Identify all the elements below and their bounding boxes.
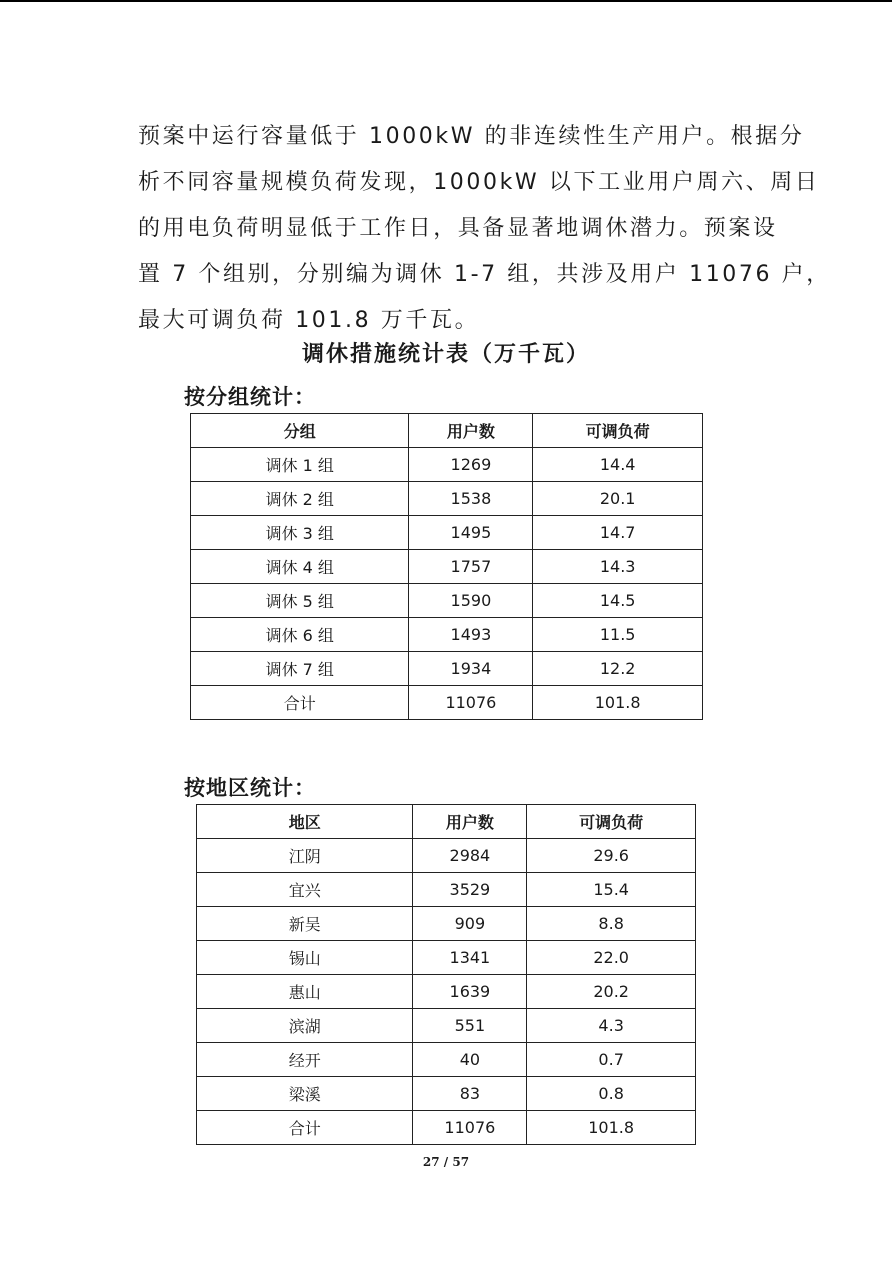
table-row	[191, 584, 703, 618]
group-cell: 调休 2 组	[191, 482, 409, 516]
adjustable-load-cell: 0.7	[527, 1043, 696, 1077]
adjustable-load-cell: 14.5	[533, 584, 703, 618]
adjustable-load-cell: 22.0	[527, 941, 696, 975]
region-cell: 新吴	[197, 907, 413, 941]
group-cell: 调休 5 组	[191, 584, 409, 618]
group-section-heading: 按分组统计：	[184, 385, 316, 409]
adjustable-load-cell: 14.7	[533, 516, 703, 550]
user-count-cell: 1757	[409, 550, 533, 584]
adjustable-load-cell: 15.4	[527, 873, 696, 907]
user-count-cell: 1934	[409, 652, 533, 686]
table-row	[191, 516, 703, 550]
table-row	[197, 907, 696, 941]
paragraph-line: 置 7 个组别，分别编为调休 1-7 组，共涉及用户 11076 户，	[138, 262, 831, 287]
table-row	[191, 652, 703, 686]
group-cell: 调休 7 组	[191, 652, 409, 686]
paragraph-line: 预案中运行容量低于 1000kW 的非连续性生产用户。根据分	[138, 124, 805, 149]
user-count-cell: 1493	[409, 618, 533, 652]
user-count-cell: 1341	[413, 941, 527, 975]
table-title: 调休措施统计表（万千瓦）	[301, 342, 590, 367]
adjustable-load-cell: 12.2	[533, 652, 703, 686]
adjustable-load-cell: 14.3	[533, 550, 703, 584]
user-count-cell: 40	[413, 1043, 527, 1077]
table-row	[197, 941, 696, 975]
user-count-cell: 11076	[409, 686, 533, 720]
table-row	[197, 1043, 696, 1077]
table-row	[197, 839, 696, 873]
table-row	[191, 448, 703, 482]
column-header: 地区	[197, 805, 413, 839]
table-row	[197, 975, 696, 1009]
adjustable-load-cell: 0.8	[527, 1077, 696, 1111]
table-row	[197, 873, 696, 907]
paragraph-line: 析不同容量规模负荷发现，1000kW 以下工业用户周六、周日	[138, 170, 820, 195]
user-count-cell: 1639	[413, 975, 527, 1009]
user-count-cell: 909	[413, 907, 527, 941]
region-cell: 梁溪	[197, 1077, 413, 1111]
paragraph-line: 的用电负荷明显低于工作日，具备显著地调休潜力。预案设	[138, 216, 778, 241]
total-label-cell: 合计	[197, 1111, 413, 1145]
user-count-cell: 1269	[409, 448, 533, 482]
user-count-cell: 1495	[409, 516, 533, 550]
user-count-cell: 1590	[409, 584, 533, 618]
user-count-cell: 551	[413, 1009, 527, 1043]
region-cell: 宜兴	[197, 873, 413, 907]
adjustable-load-cell: 4.3	[527, 1009, 696, 1043]
table-header-row	[191, 414, 703, 448]
region-cell: 江阴	[197, 839, 413, 873]
column-header: 分组	[191, 414, 409, 448]
column-header: 用户数	[409, 414, 533, 448]
region-stats-table	[196, 804, 696, 1145]
table-header-row	[197, 805, 696, 839]
table-row	[197, 1077, 696, 1111]
adjustable-load-cell: 29.6	[527, 839, 696, 873]
user-count-cell: 11076	[413, 1111, 527, 1145]
region-cell: 锡山	[197, 941, 413, 975]
user-count-cell: 1538	[409, 482, 533, 516]
adjustable-load-cell: 20.1	[533, 482, 703, 516]
adjustable-load-cell: 20.2	[527, 975, 696, 1009]
adjustable-load-cell: 8.8	[527, 907, 696, 941]
group-cell: 调休 4 组	[191, 550, 409, 584]
group-cell: 调休 3 组	[191, 516, 409, 550]
column-header: 可调负荷	[527, 805, 696, 839]
table-row	[191, 618, 703, 652]
region-section-heading: 按地区统计：	[184, 776, 316, 800]
adjustable-load-cell: 101.8	[533, 686, 703, 720]
group-stats-table	[190, 413, 703, 720]
table-total-row	[191, 686, 703, 720]
user-count-cell: 83	[413, 1077, 527, 1111]
adjustable-load-cell: 14.4	[533, 448, 703, 482]
column-header: 可调负荷	[533, 414, 703, 448]
group-cell: 调休 1 组	[191, 448, 409, 482]
body-paragraph	[138, 114, 831, 344]
group-cell: 调休 6 组	[191, 618, 409, 652]
region-cell: 滨湖	[197, 1009, 413, 1043]
column-header: 用户数	[413, 805, 527, 839]
region-cell: 经开	[197, 1043, 413, 1077]
paragraph-line: 最大可调负荷 101.8 万千瓦。	[138, 308, 480, 333]
adjustable-load-cell: 11.5	[533, 618, 703, 652]
table-row	[197, 1009, 696, 1043]
total-label-cell: 合计	[191, 686, 409, 720]
table-total-row	[197, 1111, 696, 1145]
user-count-cell: 3529	[413, 873, 527, 907]
user-count-cell: 2984	[413, 839, 527, 873]
table-row	[191, 482, 703, 516]
region-cell: 惠山	[197, 975, 413, 1009]
adjustable-load-cell: 101.8	[527, 1111, 696, 1145]
page-number: 27 / 57	[422, 1155, 470, 1169]
page-top-border	[0, 0, 892, 2]
table-row	[191, 550, 703, 584]
